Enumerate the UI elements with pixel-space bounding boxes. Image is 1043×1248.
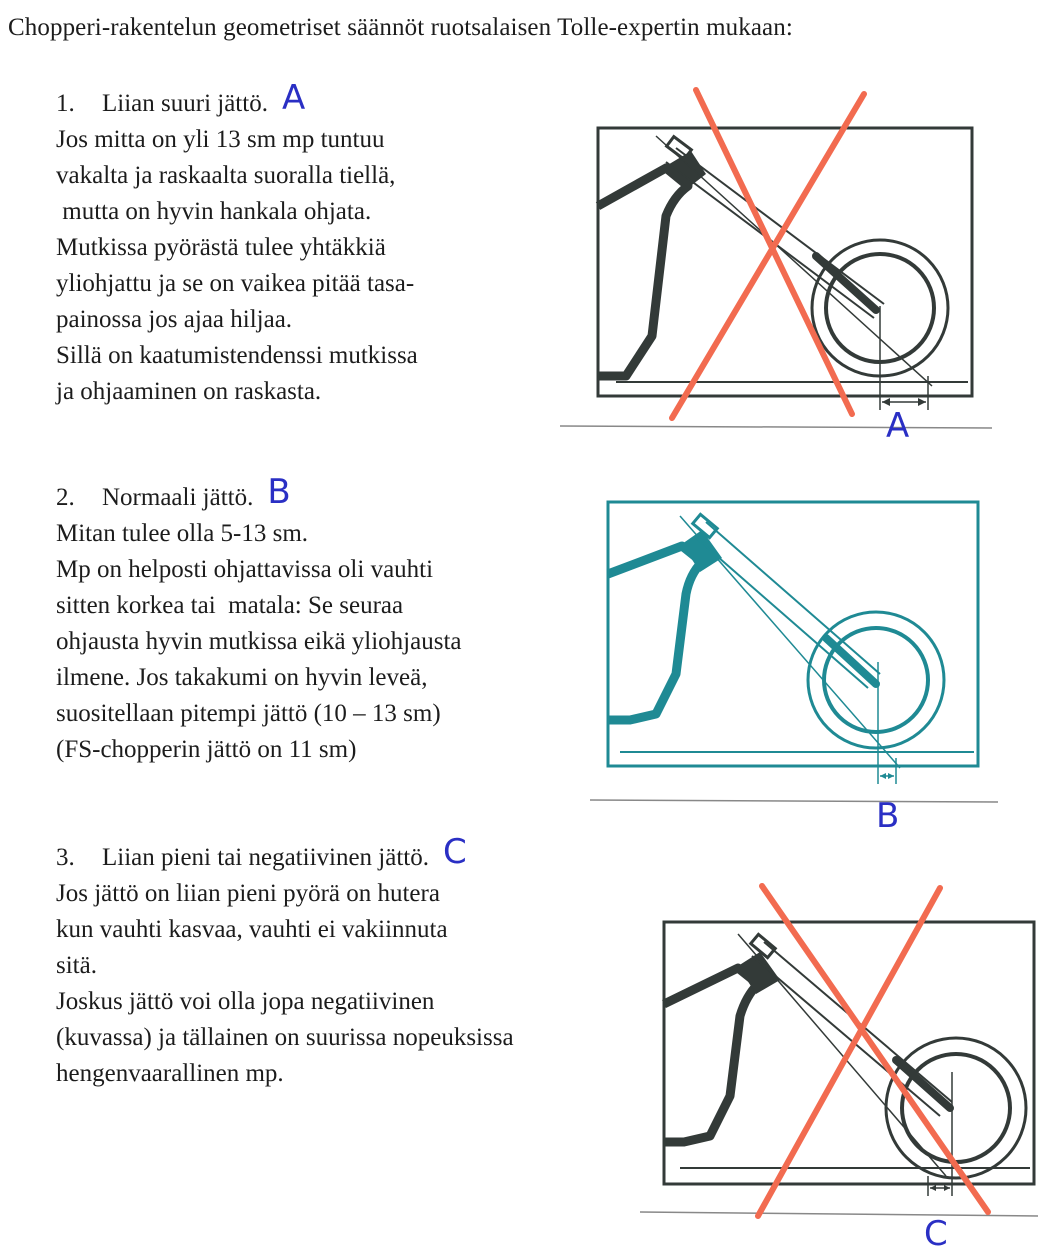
section-3-line: hengenvaarallinen mp. <box>56 1060 284 1087</box>
arrow-head <box>888 773 894 779</box>
section-1-line: vakalta ja raskaalta suoralla tiellä, <box>56 162 396 189</box>
bike-frame <box>664 968 758 1142</box>
arrow-head <box>944 1185 950 1191</box>
section-2-number: 2. <box>56 484 75 511</box>
section-3 <box>56 832 514 1092</box>
frame-neck <box>682 530 722 572</box>
section-1-heading <box>56 78 418 122</box>
figure-c-drawing <box>640 876 1040 1226</box>
section-1-line: yliohjattu ja se on vaikea pitää tasa- <box>56 270 415 297</box>
section-1-number: 1. <box>56 90 75 117</box>
section-1-line: Jos mitta on yli 13 sm mp tuntuu <box>56 126 385 153</box>
paper-edge <box>560 426 992 428</box>
figure-c-label: C <box>924 1214 948 1248</box>
section-3-line: Joskus jättö voi olla jopa negatiivinen <box>56 988 435 1015</box>
wheel-outer <box>886 1038 1026 1178</box>
fork-leg <box>826 638 876 684</box>
section-3-heading <box>56 832 514 876</box>
figure-frame <box>608 502 978 766</box>
section-2-line: Mitan tulee olla 5-13 sm. <box>56 520 309 547</box>
section-2-heading <box>56 472 462 516</box>
section-3-line: sitä. <box>56 952 97 979</box>
section-2-line: ohjausta hyvin mutkissa eikä yliohjausta <box>56 628 462 655</box>
paper-edge <box>590 800 998 802</box>
section-2-title: Normaali jättö. <box>102 484 254 511</box>
section-1-marker: A <box>281 78 306 118</box>
handlebar-clamp <box>667 137 692 160</box>
section-3-marker: C <box>443 832 467 872</box>
section-3-line: Jos jättö on liian pieni pyörä on hutera <box>56 880 440 907</box>
bike-frame <box>608 546 702 720</box>
cross-stroke <box>696 90 852 414</box>
figure-b-label: B <box>876 796 900 836</box>
figure-b-drawing <box>590 494 1000 814</box>
steering-axis <box>656 136 932 386</box>
section-2-line: ilmene. Jos takakumi on hyvin leveä, <box>56 664 428 691</box>
section-2-line: sitten korkea tai matala: Se seuraa <box>56 592 404 619</box>
fork-tube <box>676 148 884 304</box>
figure-a-drawing <box>556 56 996 436</box>
fork-tube <box>752 956 940 1116</box>
section-3-line: kun vauhti kasvaa, vauhti ei vakiinnuta <box>56 916 448 943</box>
section-2 <box>56 472 462 768</box>
figure-b <box>590 494 1000 836</box>
cross-stroke <box>762 886 988 1212</box>
section-1-line: Sillä on kaatumistendenssi mutkissa <box>56 342 418 369</box>
arrow-head <box>880 773 886 779</box>
figure-c <box>640 876 1040 1248</box>
section-3-title: Liian pieni tai negatiivinen jättö. <box>102 844 429 871</box>
section-1-line: painossa jos ajaa hiljaa. <box>56 306 293 333</box>
section-1 <box>56 78 418 410</box>
section-2-line: (FS-chopperin jättö on 11 sm) <box>56 736 357 763</box>
figure-a-label: A <box>886 406 910 446</box>
section-1-title: Liian suuri jättö. <box>102 90 268 117</box>
arrow-head <box>930 1185 936 1191</box>
section-1-line: Mutkissa pyörästä tulee yhtäkkiä <box>56 234 386 261</box>
section-2-marker: B <box>267 472 291 512</box>
section-3-number: 3. <box>56 844 75 871</box>
steering-axis <box>738 934 946 1176</box>
arrow-head <box>882 398 890 406</box>
section-1-line: ja ohjaaminen on raskasta. <box>56 378 322 405</box>
fork-tube <box>706 522 880 674</box>
section-2-line: suositellaan pitempi jättö (10 – 13 sm) <box>56 700 441 727</box>
bike-frame <box>598 168 688 376</box>
fork-tube <box>694 536 868 688</box>
figure-frame <box>598 128 972 396</box>
page-title: Chopperi-rakentelun geometriset säännöt ruotsalaisen Tolle-expertin mukaan: <box>8 14 793 41</box>
paper-edge <box>640 1212 1038 1216</box>
arrow-head <box>918 398 926 406</box>
figure-a <box>556 56 996 446</box>
section-1-line: mutta on hyvin hankala ohjata. <box>56 198 372 225</box>
section-2-line: Mp on helposti ohjattavissa oli vauhti <box>56 556 434 583</box>
section-3-line: (kuvassa) ja tällainen on suurissa nopeuksissa <box>56 1024 514 1051</box>
